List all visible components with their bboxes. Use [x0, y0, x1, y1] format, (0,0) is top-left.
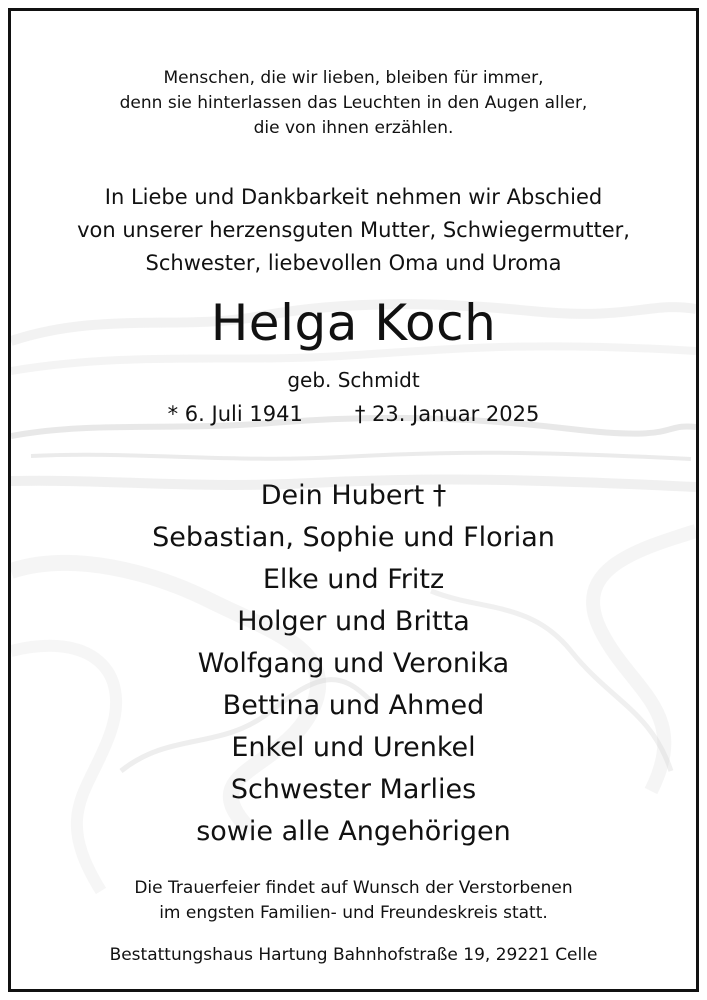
- mourner-line: Sebastian, Sophie und Florian: [152, 522, 555, 553]
- motto-line: Menschen, die wir lieben, bleiben für immer,: [163, 68, 544, 88]
- mourner-line: sowie alle Angehörigen: [196, 816, 511, 847]
- birth-date: * 6. Juli 1941: [167, 402, 303, 426]
- death-date: † 23. Januar 2025: [354, 402, 540, 426]
- mourner-line: Holger und Britta: [237, 606, 470, 637]
- deceased-name: Helga Koch: [210, 294, 497, 352]
- mourner-line: Enkel und Urenkel: [231, 732, 476, 763]
- mourner-line: Dein Hubert †: [260, 480, 447, 511]
- life-dates: [11, 402, 696, 426]
- funeral-notice-line: Die Trauerfeier findet auf Wunsch der Verstorbenen: [134, 878, 573, 898]
- mourner-line: Bettina und Ahmed: [222, 690, 485, 721]
- funeral-notice-line: im engsten Familien- und Freundeskreis statt.: [159, 903, 548, 923]
- undertaker-address: Bestattungshaus Hartung Bahnhofstraße 19, 29221 Celle: [109, 945, 598, 965]
- intro-line: Schwester, liebevollen Oma und Uroma: [145, 251, 562, 275]
- mourner-line: Elke und Fritz: [262, 564, 445, 595]
- mourner-line: Schwester Marlies: [230, 774, 477, 805]
- birth-name: geb. Schmidt: [287, 368, 420, 392]
- motto-line: die von ihnen erzählen.: [253, 118, 454, 138]
- motto-line: denn sie hinterlassen das Leuchten in den Augen aller,: [119, 93, 588, 113]
- intro-line: In Liebe und Dankbarkeit nehmen wir Abschied: [104, 185, 603, 209]
- obituary-border-frame: [8, 8, 699, 992]
- intro-line: von unserer herzensguten Mutter, Schwiegermutter,: [77, 218, 630, 242]
- mourner-line: Wolfgang und Veronika: [197, 648, 510, 679]
